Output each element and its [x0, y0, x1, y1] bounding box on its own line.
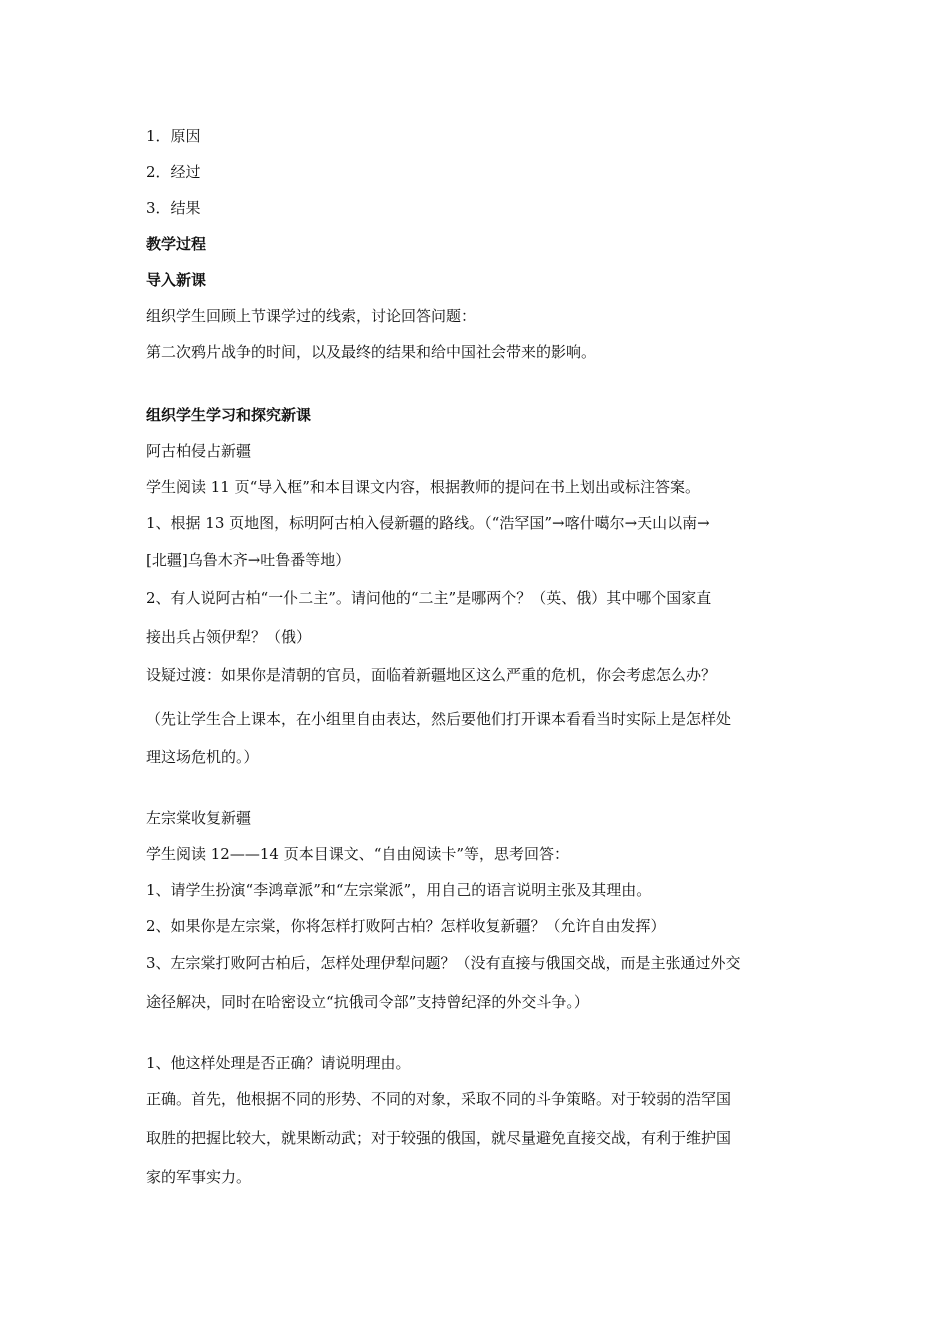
- outline-item-cause: 1．原因: [146, 127, 201, 145]
- paragraph-line: 1、请学生扮演“李鸿章派”和“左宗棠派”，用自己的语言说明主张及其理由。: [146, 881, 652, 899]
- paragraph-line: （先让学生合上课本，在小组里自由表达，然后要他们打开课本看看当时实际上是怎样处: [146, 710, 732, 728]
- section-title-zuozongtang: 左宗棠收复新疆: [146, 809, 252, 827]
- paragraph-line: [北疆]乌鲁木齐→吐鲁番等地）: [146, 551, 351, 569]
- intro-paragraph: 第二次鸦片战争的时间，以及最终的结果和给中国社会带来的影响。: [146, 343, 597, 361]
- paragraph-line: 理这场危机的。）: [146, 748, 259, 766]
- paragraph-line: 途径解决，同时在哈密设立“抗俄司令部”支持曾纪泽的外交斗争。）: [146, 993, 589, 1011]
- heading-explore: 组织学生学习和探究新课: [146, 406, 312, 424]
- paragraph-line: 1、他这样处理是否正确？请说明理由。: [146, 1054, 411, 1072]
- outline-item-process: 2．经过: [146, 163, 201, 181]
- heading-teaching-process: 教学过程: [146, 235, 207, 253]
- paragraph-line: 2、如果你是左宗棠，你将怎样打败阿古柏？怎样收复新疆？（允许自由发挥）: [146, 917, 666, 935]
- paragraph-line: 学生阅读 11 页“导入框”和本目课文内容，根据教师的提问在书上划出或标注答案。: [146, 478, 700, 496]
- section-title-agubo: 阿古柏侵占新疆: [146, 442, 252, 460]
- paragraph-line: 学生阅读 12——14 页本目课文、“自由阅读卡”等，思考回答：: [146, 845, 570, 863]
- paragraph-line: 设疑过渡：如果你是清朝的官员，面临着新疆地区这么严重的危机，你会考虑怎么办？: [146, 666, 717, 684]
- paragraph-line: 取胜的把握比较大，就果断动武；对于较强的俄国，就尽量避免直接交战，有利于维护国: [146, 1129, 732, 1147]
- paragraph-line: 正确。首先，他根据不同的形势、不同的对象，采取不同的斗争策略。对于较弱的浩罕国: [146, 1090, 732, 1108]
- paragraph-line: 3、左宗棠打败阿古柏后，怎样处理伊犁问题？（没有直接与俄国交战，而是主张通过外交: [146, 954, 741, 972]
- outline-item-result: 3．结果: [146, 199, 201, 217]
- paragraph-line: 1、根据 13 页地图，标明阿古柏入侵新疆的路线。（“浩罕国”→喀什噶尔→天山以南→: [146, 514, 710, 532]
- paragraph-line: 接出兵占领伊犁？（俄）: [146, 628, 312, 646]
- paragraph-line: 家的军事实力。: [146, 1168, 252, 1186]
- heading-intro: 导入新课: [146, 271, 207, 289]
- paragraph-line: 2、有人说阿古柏“一仆二主”。请问他的“二主”是哪两个？（英、俄）其中哪个国家直: [146, 589, 712, 607]
- intro-paragraph: 组织学生回顾上节课学过的线索，讨论回答问题：: [146, 307, 477, 325]
